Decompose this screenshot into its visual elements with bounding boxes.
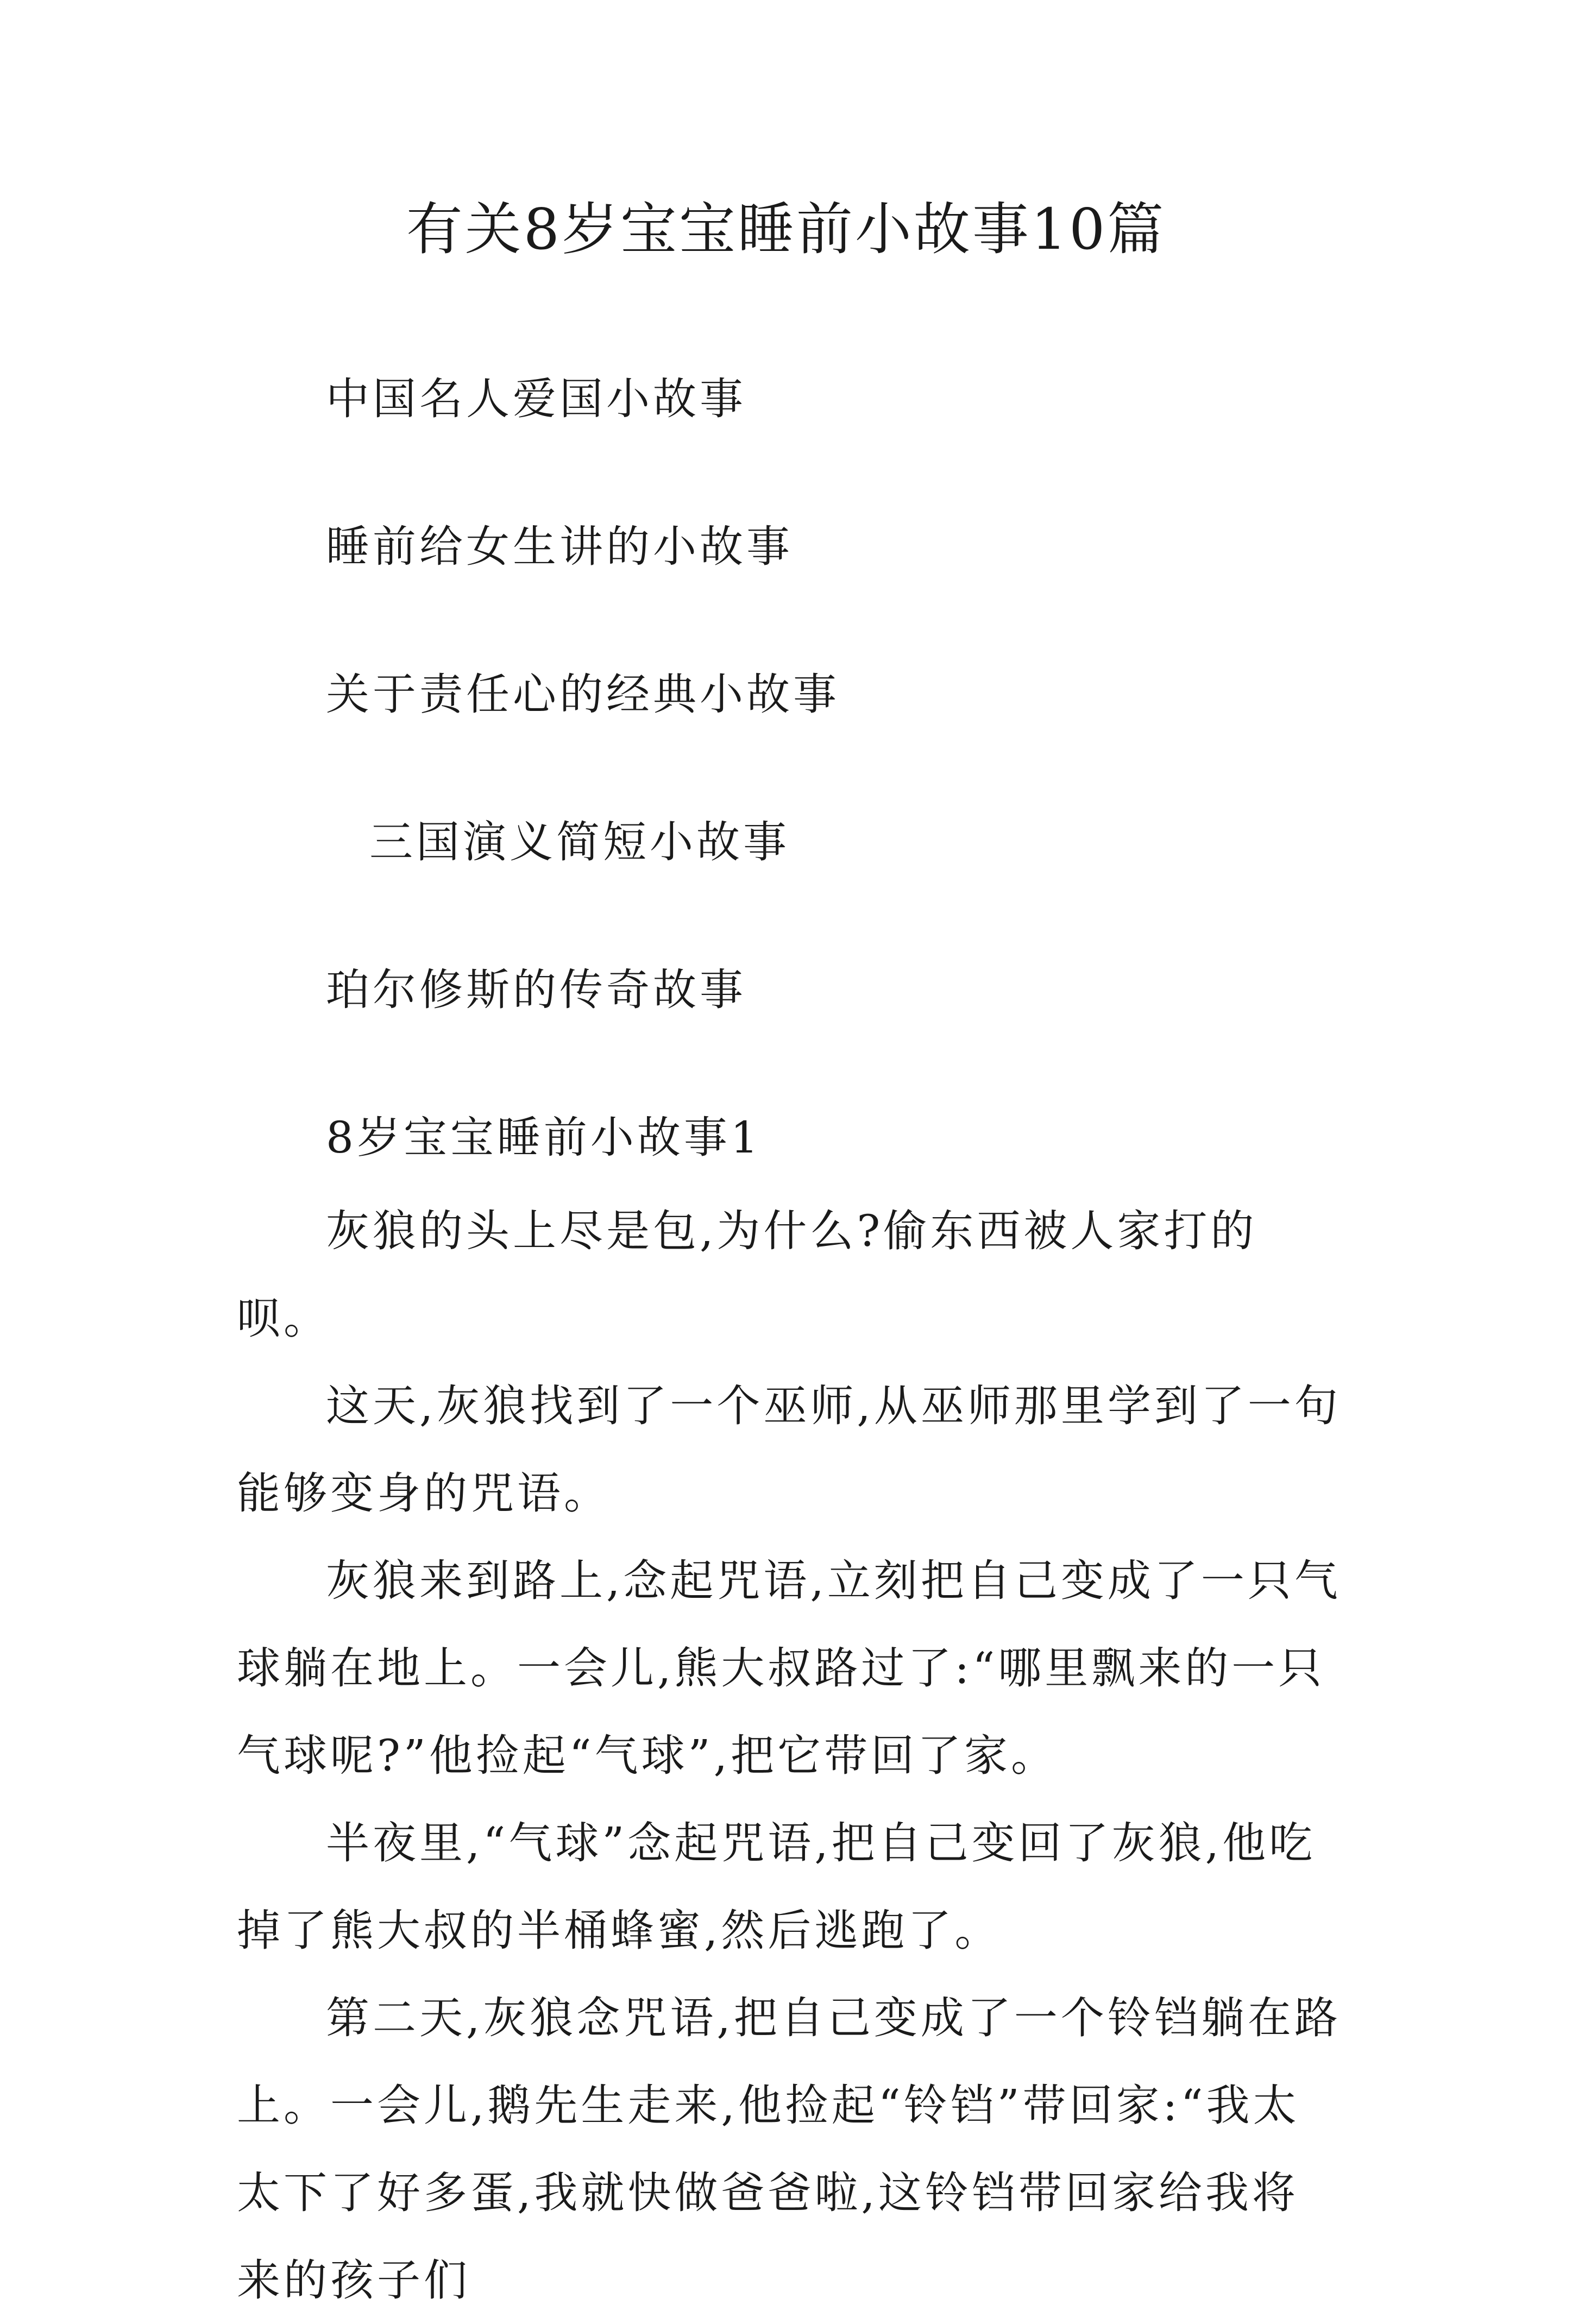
story-paragraph: 半夜里,“气球”念起咒语,把自己变回了灰狼,他吃掉了熊大叔的半桶蜂蜜,然后逃跑了。 <box>237 1818 1316 1956</box>
story-paragraph: 灰狼来到路上,念起咒语,立刻把自己变成了一只气球躺在地上。一会儿,熊大叔路过了:“哪里飘来的一只气球呢?”他捡起“气球”,把它带回了家。 <box>237 1555 1341 1781</box>
story-paragraph: 这天,灰狼找到了一个巫师,从巫师那里学到了一句能够变身的咒语。 <box>237 1381 1341 1519</box>
document-title: 有关8岁宝宝睡前小故事10篇 <box>406 196 1166 262</box>
related-story-link[interactable]: 睡前给女生讲的小故事 <box>326 521 793 572</box>
related-story-link[interactable]: 中国名人爱国小故事 <box>326 374 746 424</box>
related-stories-list <box>326 365 1412 1104</box>
related-story-link[interactable]: 三国演义简短小故事 <box>369 817 790 867</box>
related-story-link[interactable]: 珀尔修斯的传奇故事 <box>326 965 746 1015</box>
section-heading: 8岁宝宝睡前小故事1 <box>326 1112 762 1163</box>
story-body <box>237 1187 1345 2324</box>
story-paragraph: 第二天,灰狼念咒语,把自己变成了一个铃铛躺在路上。一会儿,鹅先生走来,他捡起“铃铛”带回家:“我太太下了好多蛋,我就快做爸爸啦,这铃铛带回家给我将来的孩子们 <box>237 1993 1341 2306</box>
story-paragraph: 灰狼的头上尽是包,为什么?偷东西被人家打的呗。 <box>237 1206 1257 1344</box>
related-story-link[interactable]: 关于责任心的经典小故事 <box>326 669 840 720</box>
